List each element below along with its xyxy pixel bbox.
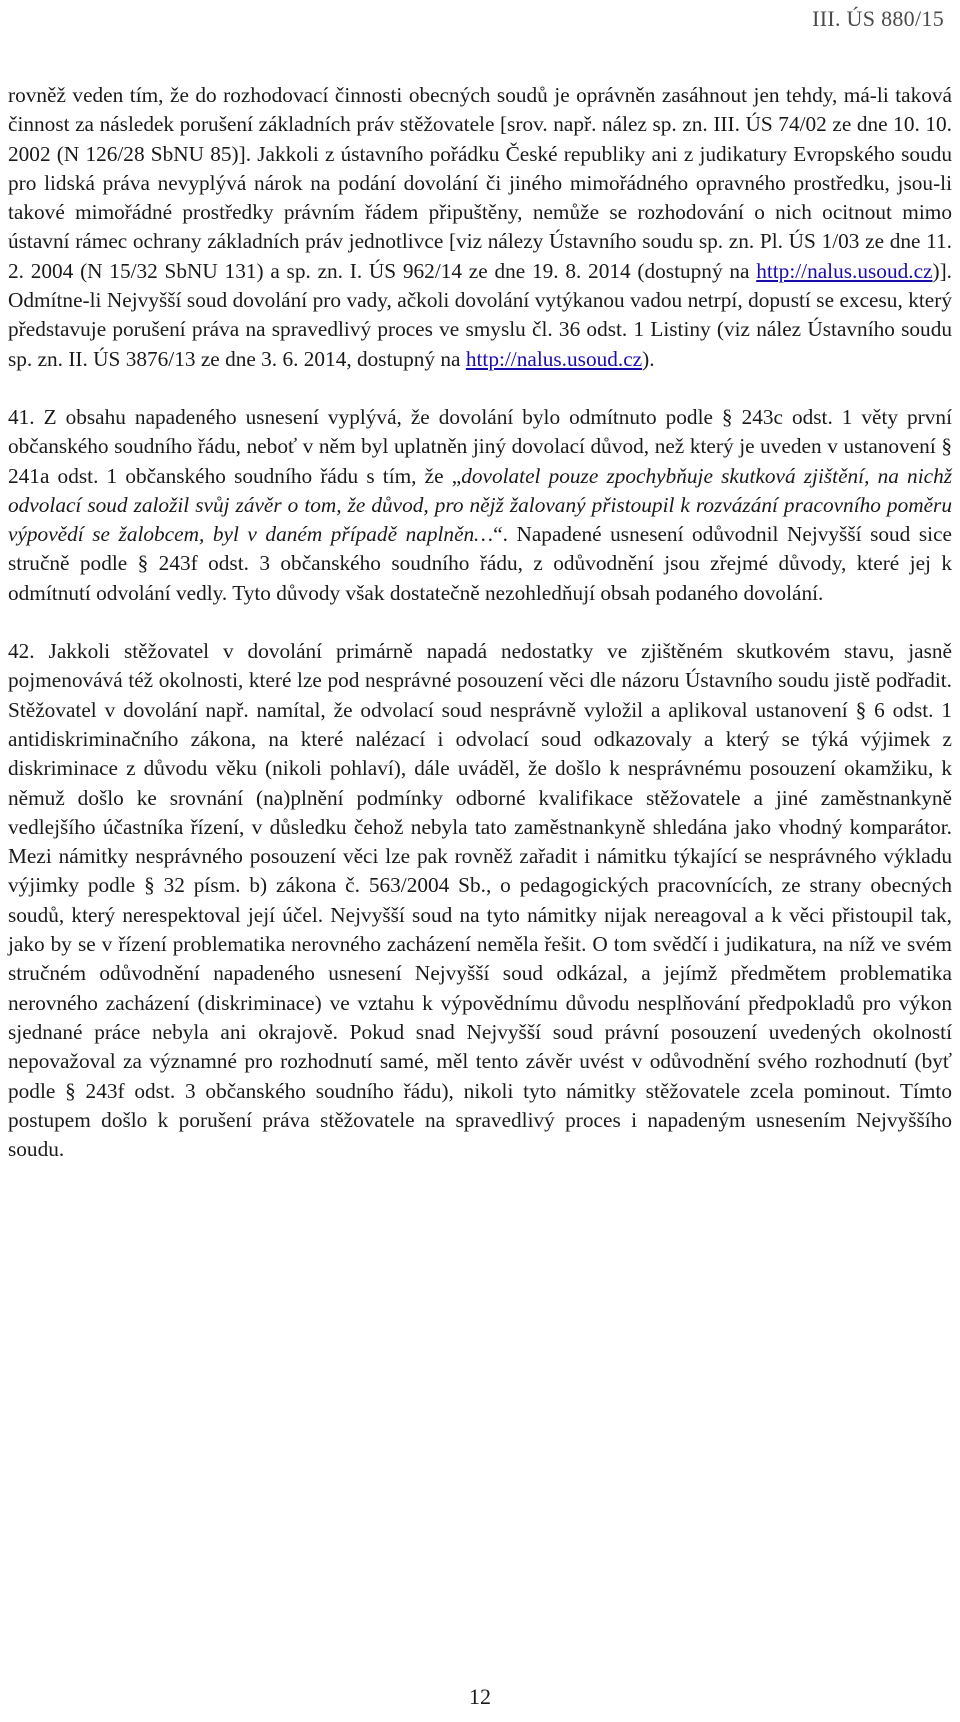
paragraph-spacer <box>8 374 952 403</box>
paragraph-spacer <box>8 608 952 637</box>
paragraph-41 <box>8 403 952 608</box>
paragraph-42: 42. Jakkoli stěžovatel v dovolání primárně napadá nedostatky ve zjištěném skutkovém stavu, jasně pojmenovává též okolnosti, které lze pod nesprávné posouzení věci dle názoru Ústavního soudu jistě podřadit. Stěžovatel v dovolání např. namítal, že odvolací soud nesprávně vyložil a aplikoval ustanovení § 6 odst. 1 antidiskriminačního zákona, na které nalézací i odvolací soud odkazovaly a který se týká výjimek z diskriminace z důvodu věku (nikoli pohlaví), dále uváděl, že došlo k nesprávnému posouzení okamžiku, k němuž došlo ke srovnání (na)plnění podmínky odborné kvalifikace stěžovatele a jiné zaměstnankyně vedlejšího účastníka řízení, v důsledku čehož nebyla tato zaměstnankyně shledána jako vhodný komparátor. Mezi námitky nesprávného posouzení věci lze pak rovněž zařadit i námitku týkající se nesprávného výkladu výjimky podle § 32 písm. b) zákona č. 563/2004 Sb., o pedagogických pracovnících, ze strany obecných soudů, který nerespektoval její účel. Nejvyšší soud na tyto námitky nijak nereagoval a k věci přistoupil tak, jako by se v řízení problematika nerovného zacházení neměla řešit. O tom svědčí i judikatura, na níž ve svém stručném odůvodnění napadeného usnesení Nejvyšší soud odkázal, a jejímž předmětem problematika nerovného zacházení (diskriminace) ve vztahu k výpovědnímu důvodu nesplňování předpokladů pro výkon sjednané práce nebyla ani okrajově. Pokud snad Nejvyšší soud právní posouzení uvedených okolností nepovažoval za významné pro rozhodnutí samé, měl tento závěr uvést v odůvodnění svého rozhodnutí (byť podle § 243f odst. 3 občanského soudního řádu), nikoli tyto námitky stěžovatele zcela pominout. Tímto postupem došlo k porušení práva stěžovatele na spravedlivý proces i napadeným usnesením Nejvyššího soudu. <box>8 639 952 1162</box>
paragraph-continuation <box>8 81 952 374</box>
paragraph-text: “. Napadené usnesení odůvodnil Nejvyšší soud sice stručně podle § 243f odst. 3 občanského soudního řádu, z odůvodnění jsou zřejmé důvody, které jej k odmítnutí odvolání vedly. Tyto důvody však dostatečně nezohledňují obsah podaného dovolání. <box>8 522 952 605</box>
paragraph-text: rovněž veden tím, že do rozhodovací činnosti obecných soudů je oprávněn zasáhnout jen tehdy, má-li taková činnost za následek porušení základních práv stěžovatele [srov. např. nález sp. zn. III. ÚS 74/02 ze dne 10. 10. 2002 (N 126/28 SbNU 85)]. Jakkoli z ústavního pořádku České republiky ani z judikatury Evropského soudu pro lidská práva nevyplývá nárok na podání dovolání či jiného mimořádného opravného prostředku, jsou-li takové mimořádné prostředky právním řádem připuštěny, nemůže se rozhodování o nich ocitnout mimo ústavní rámec ochrany základních práv jednotlivce [viz nálezy Ústavního soudu sp. zn. Pl. ÚS 1/03 ze dne 11. 2. 2004 (N 15/32 SbNU 131) a sp. zn. I. ÚS 962/14 ze dne 19. 8. 2014 (dostupný na <box>8 83 952 283</box>
page-number: 12 <box>469 1684 491 1709</box>
nalus-link[interactable]: http://nalus.usoud.cz <box>465 346 643 371</box>
document-body <box>8 81 952 1164</box>
case-number-header: III. ÚS 880/15 <box>812 6 944 31</box>
nalus-link[interactable]: http://nalus.usoud.cz <box>756 258 933 283</box>
paragraph-text: 41. Z obsahu napadeného usnesení vyplývá, že dovolání bylo odmítnuto podle § 243c odst. 1 věty první občanského soudního řádu, neboť v něm byl uplatněn jiný dovolací důvod, než který je uveden v ustanovení § 241a odst. 1 občanského soudního řádu s tím, že „ <box>8 404 952 488</box>
paragraph-text: ). <box>642 346 655 371</box>
paragraph-text: )]. Odmítne-li Nejvyšší soud dovolání pro vady, ačkoli dovolání vytýkanou vadou netrpí, dopustí se excesu, který představuje porušení práva na spravedlivý proces ve smyslu čl. 36 odst. 1 Listiny (viz nález Ústavního soudu sp. zn. II. ÚS 3876/13 ze dne 3. 6. 2014, dostupný na <box>8 258 952 371</box>
italic-quote: dovolatel pouze zpochybňuje skutková zjištění, na nichž odvolací soud založil svůj závěr o tom, že důvod, pro nějž žalovaný přistoupil k rozvázání pracovního poměru výpovědí se žalobcem, byl v daném případě naplněn… <box>8 463 953 547</box>
